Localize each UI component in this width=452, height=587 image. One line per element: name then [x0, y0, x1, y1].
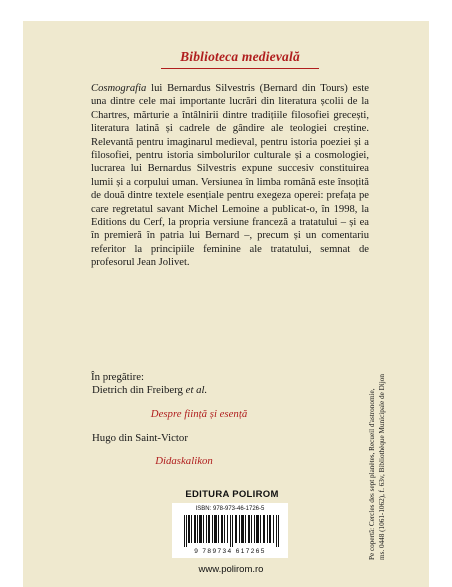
- isbn-text: ISBN: 978-973-46-1726-5: [195, 506, 265, 512]
- forthcoming-author: Dietrich din Freiberg et al.: [92, 384, 208, 396]
- forthcoming-label: În pregătire:: [91, 371, 145, 383]
- barcode-digits: 9 789734 617265: [194, 548, 266, 555]
- forthcoming-author: Hugo din Saint-Victor: [92, 431, 188, 444]
- publisher-name: EDITURA POLIROM: [185, 489, 279, 500]
- barcode-image: [184, 515, 279, 547]
- publisher-website: www.polirom.ro: [198, 564, 264, 575]
- credit-line: ms. 0448 (1061-1062), f. 63v, Bibliothèque Municipale de Dijon: [378, 374, 386, 560]
- forthcoming-title: Didaskalikon: [155, 455, 213, 468]
- book-description: [91, 82, 369, 270]
- series-title-underline: [161, 68, 319, 69]
- cover-image-credit: [367, 340, 433, 560]
- work-title: Cosmografia: [91, 83, 147, 94]
- forthcoming-title: Despre ființă și esență: [150, 407, 248, 420]
- credit-line: Pe copertă: Cercles des sept planètes, Recueil d'astronomie,: [368, 388, 376, 560]
- forthcoming-section: [91, 371, 371, 479]
- barcode-panel: [172, 503, 288, 558]
- series-title: Biblioteca medievală: [180, 49, 300, 64]
- description-text: lui Bernardus Silvestris (Bernard din Tours) este una dintre cele mai importante lucrări din literatura școlii de la Chartres, mărturie a întâlnirii dintre tradițiile filosofiei grecești, literatura latină și cadrele de gândire ale teologiei creștine. Relevantă pentru imaginarul medieval, pentru istoria poeziei și a filosofiei, pentru istoria simbolurilor culturale și a cosmologiei, lucrarea lui Bernardus Silvestris expune succesiv constituirea lumii și a corpului uman. Versiunea în limba română este însoțită de două dintre textele esențiale pentru exegeza operei: prefața pe care regretatul savant Michel Lemoine a publicat-o, în 1998, la Editions du Cerf, la propria versiune franceză a tratatului – și ea în premieră în patria lui Bernard –, precum și un comentariu referitor la principiile feminine ale tratatului, semnat de profesorul Jean Jolivet.: [91, 83, 369, 269]
